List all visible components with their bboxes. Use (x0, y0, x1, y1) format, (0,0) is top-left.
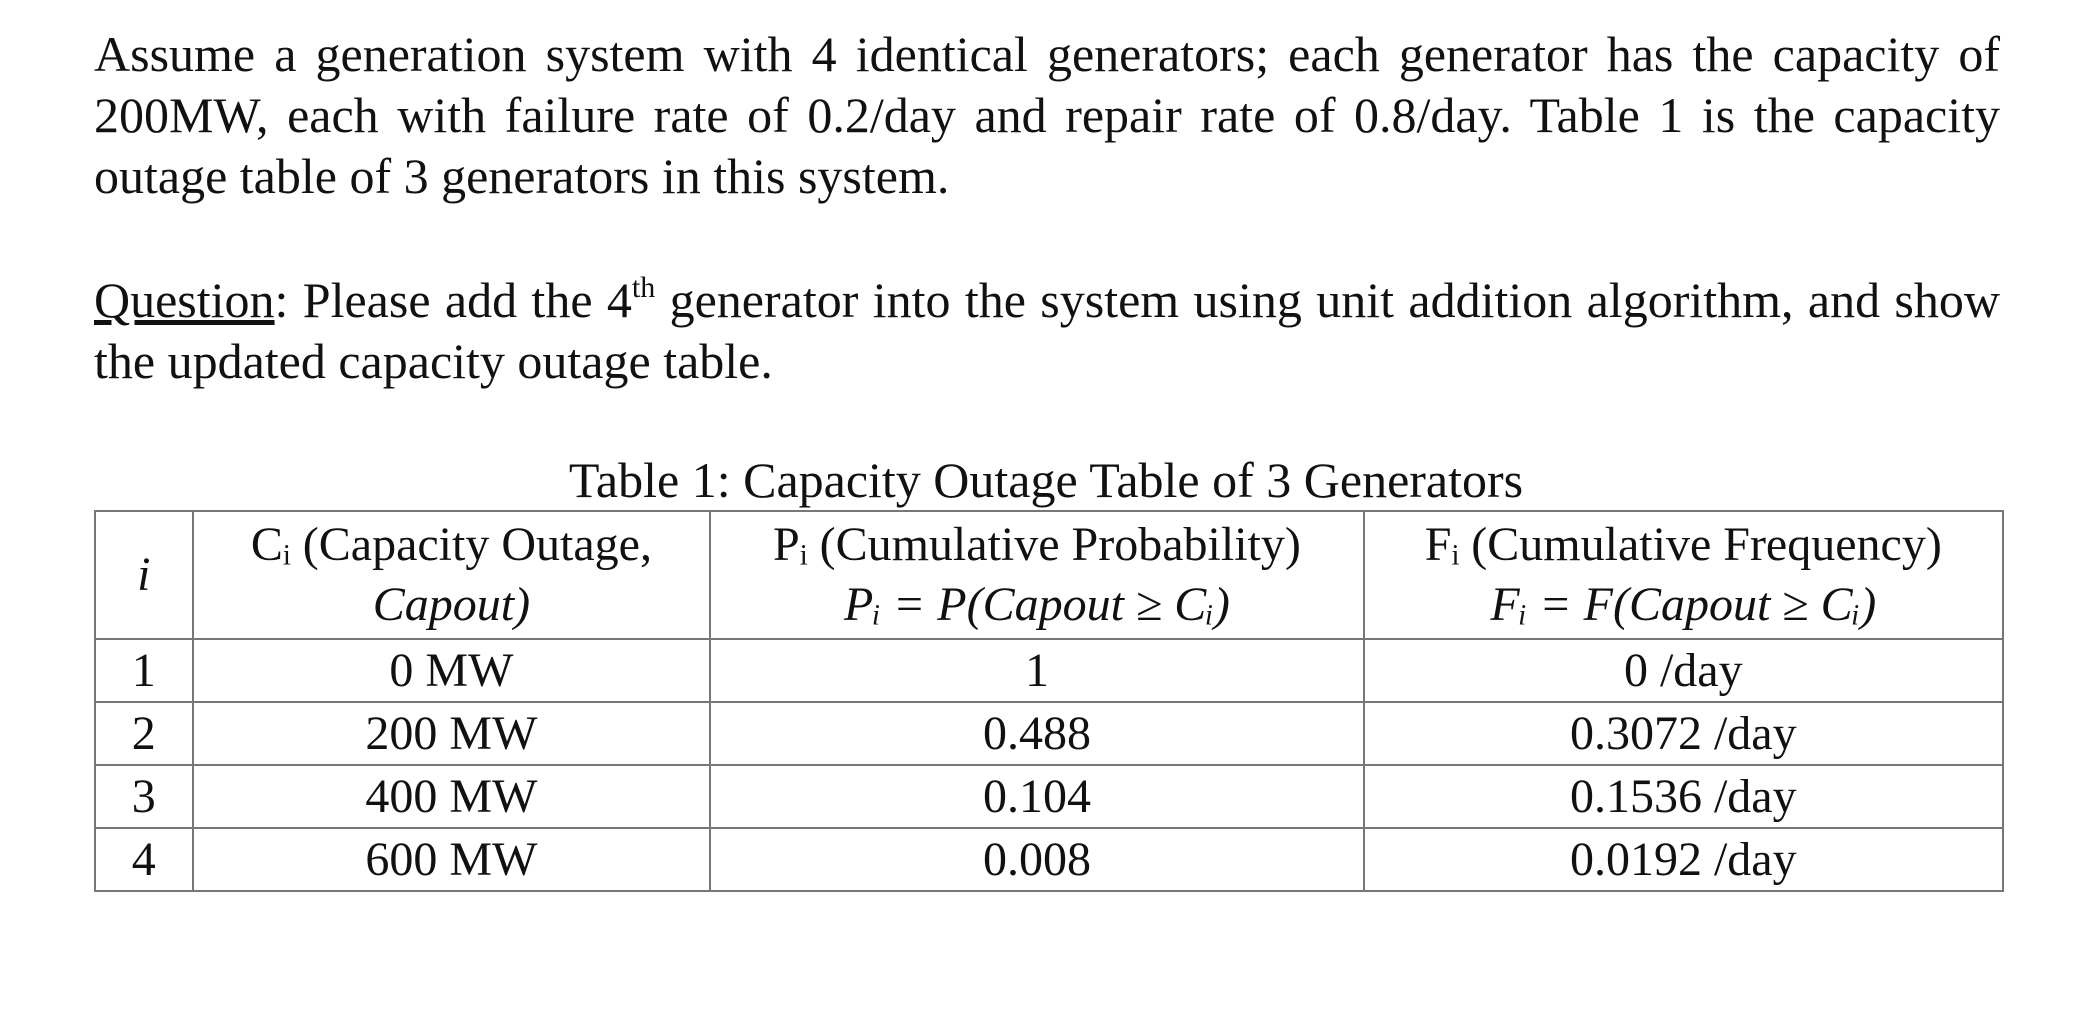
cell-probability: 0.008 (710, 828, 1363, 891)
question-text-start: : Please add the 4 (274, 272, 632, 328)
cell-probability: 1 (710, 639, 1363, 702)
cell-frequency: 0.3072 /day (1364, 702, 2003, 765)
intro-paragraph: Assume a generation system with 4 identical generators; each generator has the capacity of 200MW, each with failure rate of 0.2/day and repair rate of 0.8/day. Table 1 is the capacity outage table of 3 generators in this system. (94, 26, 2000, 204)
table-row (95, 639, 2003, 702)
header-probability-line2: Pᵢ = P(Capout ≥ Cᵢ) (844, 578, 1230, 631)
header-capacity-outage (193, 511, 711, 639)
header-i (95, 511, 193, 639)
capacity-outage-table (94, 510, 2004, 892)
cell-i: 1 (95, 639, 193, 702)
table-row (95, 828, 2003, 891)
header-i-label: i (137, 548, 151, 601)
cell-i: 4 (95, 828, 193, 891)
table-row (95, 702, 2003, 765)
table-caption: Table 1: Capacity Outage Table of 3 Generators (568, 452, 1524, 508)
cell-i: 3 (95, 765, 193, 828)
cell-capacity: 600 MW (193, 828, 711, 891)
header-probability-line1: Pᵢ (Cumulative Probability) (773, 518, 1301, 571)
cell-probability: 0.488 (710, 702, 1363, 765)
table-header-row (95, 511, 2003, 639)
cell-frequency: 0 /day (1364, 639, 2003, 702)
header-frequency-line2: Fᵢ = F(Capout ≥ Cᵢ) (1490, 578, 1877, 631)
header-cumulative-probability (710, 511, 1363, 639)
header-frequency-line1: Fᵢ (Cumulative Frequency) (1424, 518, 1942, 571)
header-capacity-line1: Cᵢ (Capacity Outage, (250, 518, 652, 571)
cell-i: 2 (95, 702, 193, 765)
cell-capacity: 200 MW (193, 702, 711, 765)
table-row (95, 765, 2003, 828)
cell-capacity: 0 MW (193, 639, 711, 702)
ordinal-suffix: th (631, 271, 656, 304)
header-capacity-line2: Capout) (372, 578, 531, 631)
cell-probability: 0.104 (710, 765, 1363, 828)
question-text-end: generator into the system using unit addition algorithm, and show the updated capacity outage table. (94, 272, 2001, 389)
cell-capacity: 400 MW (193, 765, 711, 828)
header-cumulative-frequency (1364, 511, 2003, 639)
cell-frequency: 0.1536 /day (1364, 765, 2003, 828)
question-label: Question (94, 272, 275, 328)
cell-frequency: 0.0192 /day (1364, 828, 2003, 891)
question-paragraph (94, 270, 2000, 392)
